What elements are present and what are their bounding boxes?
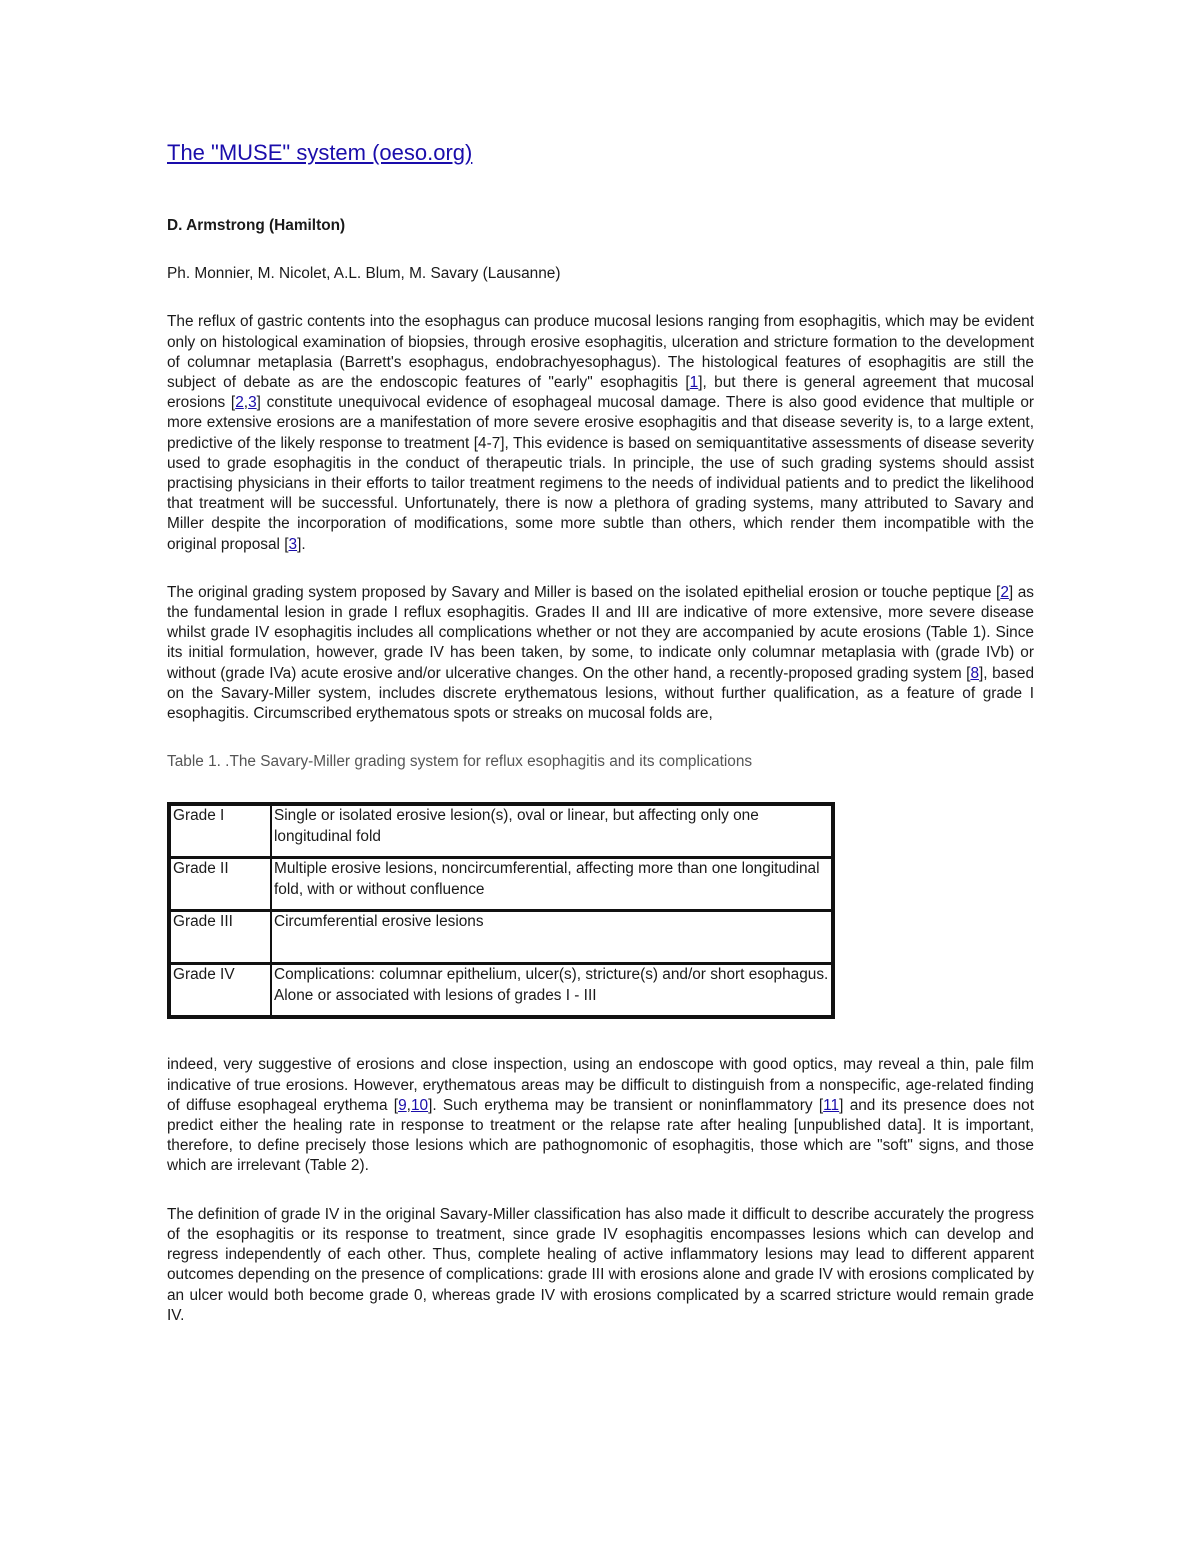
reference-link-8[interactable]: 8 bbox=[970, 664, 979, 682]
description-cell: Multiple erosive lesions, noncircumferential, affecting more than one longitudinal fold, with or without confluence bbox=[271, 857, 832, 910]
author: D. Armstrong (Hamilton) bbox=[167, 217, 346, 234]
reference-link-2[interactable]: 2 bbox=[235, 394, 244, 412]
grade-cell: Grade II bbox=[170, 857, 271, 910]
paragraph-2 bbox=[167, 583, 1034, 724]
table-row bbox=[170, 805, 832, 857]
paragraph-3-text-c: ]. Such erythema may be transient or noninflammatory [ bbox=[428, 1096, 824, 1114]
paragraph-3-text-b: , bbox=[406, 1096, 411, 1114]
table-row bbox=[170, 857, 832, 910]
description-cell: Complications: columnar epithelium, ulcer(s), stricture(s) and/or short esophagus. Alone or associated with lesions of grades I - III bbox=[271, 963, 832, 1016]
description-cell: Single or isolated erosive lesion(s), oval or linear, but affecting only one longitudinal fold bbox=[271, 805, 832, 857]
reference-link-9[interactable]: 9 bbox=[398, 1096, 407, 1114]
grading-table bbox=[167, 802, 835, 1019]
paragraph-2-text-c: ], based on the Savary-Miller system, includes discrete erythematous lesions, without further qualification, as a feature of grade I esophagitis. Circumscribed erythematous spots or streaks on mucosal folds are, bbox=[167, 664, 1034, 723]
paragraph-2-text-a: The original grading system proposed by Savary and Miller is based on the isolated epithelial erosion or touche peptique [ bbox=[167, 583, 1001, 601]
paragraph-3 bbox=[167, 1055, 1034, 1176]
table-caption: Table 1. .The Savary-Miller grading system for reflux esophagitis and its complications bbox=[167, 753, 753, 771]
paragraph-1-text-b: ], but there is general agreement that mucosal erosions [ bbox=[167, 374, 1034, 412]
grade-cell: Grade III bbox=[170, 910, 271, 963]
grade-cell: Grade IV bbox=[170, 963, 271, 1016]
page-title-link[interactable]: The "MUSE" system (oeso.org) bbox=[167, 140, 473, 165]
paragraph-1 bbox=[167, 312, 1034, 554]
paragraph-1-text-d: ] constitute unequivocal evidence of esophageal mucosal damage. There is also good evidence that multiple or more extensive erosions are a manifestation of more severe erosive esophagitis and that disease severity is, to a large extent, predictive of the likely response to treatment [4-7], This evidence is based on semiquantitative assessments of disease severity used to grade esophagitis in the conduct of therapeutic trials. In principle, the use of such grading systems should assist practising physicians in their efforts to tailor treatment regimens to the needs of individual patients and to predict the likelihood that treatment will be successful. Unfortunately, there is now a plethora of grading systems, many attributed to Savary and Miller despite the incorporation of modifications, some more subtle than others, which render them incompatible with the original proposal [ bbox=[167, 394, 1035, 553]
paragraph-1-text-e: ]. bbox=[297, 535, 306, 553]
reference-link-3b[interactable]: 3 bbox=[288, 535, 298, 553]
grade-cell: Grade I bbox=[170, 805, 271, 857]
paragraph-1-text-a: The reflux of gastric contents into the esophagus can produce mucosal lesions ranging from esophagitis, which may be evident only on histological examination of biopsies, through erosive esophagitis, ulceration and stricture formation to the development of columnar metaplasia (Barrett's esophagus, endobrachyesophagus). The histological features of esophagitis are still the subject of debate as are the endoscopic features of "early" esophagitis [ bbox=[167, 313, 1034, 392]
document-body bbox=[167, 138, 1034, 1354]
paragraph-1-text-c: , bbox=[243, 394, 249, 412]
paragraph-3-text-d: ] and its presence does not predict either the healing rate in response to treatment or the relapse rate after healing [unpublished data]. It is important, therefore, to define precisely those lesions which are pathognomonic of esophagitis, those which are "soft" signs, and those which are irrelevant (Table 2). bbox=[167, 1096, 1035, 1175]
reference-link-2b[interactable]: 2 bbox=[1000, 583, 1009, 601]
table-row bbox=[170, 963, 832, 1016]
reference-link-10[interactable]: 10 bbox=[410, 1096, 429, 1114]
reference-link-3[interactable]: 3 bbox=[248, 394, 257, 412]
paragraph-3-text-a: indeed, very suggestive of erosions and close inspection, using an endoscope with good optics, may reveal a thin, pale film indicative of true erosions. However, erythematous areas may be difficult to distinguish from a nonspecific, age-related finding of diffuse esophageal erythema [ bbox=[167, 1056, 1034, 1114]
reference-link-1[interactable]: 1 bbox=[689, 374, 699, 392]
coauthors: Ph. Monnier, M. Nicolet, A.L. Blum, M. Savary (Lausanne) bbox=[167, 265, 561, 283]
paragraph-4: The definition of grade IV in the original Savary-Miller classification has also made it difficult to describe accurately the progress of the esophagitis or its response to treatment, since grade IV esophagitis encompasses lesions which can develop and regress independently of each other. Thus, complete healing of active inflammatory lesions may lead to different apparent outcomes depending on the presence of complications: grade III with erosions alone and grade IV with erosions complicated by an ulcer would both become grade 0, whereas grade IV with erosions complicated by a scarred stricture would remain grade IV. bbox=[167, 1205, 1034, 1324]
description-cell: Circumferential erosive lesions bbox=[271, 910, 832, 963]
reference-link-11[interactable]: 11 bbox=[823, 1096, 840, 1114]
paragraph-2-text-b: ] as the fundamental lesion in grade I reflux esophagitis. Grades II and III are indicative of more extensive, more severe disease whilst grade IV esophagitis includes all complications whether or not they are accompanied by acute erosions (Table 1). Since its initial formulation, however, grade IV has been taken, by some, to indicate only columnar metaplasia with (grade IVb) or without (grade IVa) acute erosive and/or ulcerative changes. On the other hand, a recently-proposed grading system [ bbox=[167, 583, 1034, 682]
table-row bbox=[170, 910, 832, 963]
